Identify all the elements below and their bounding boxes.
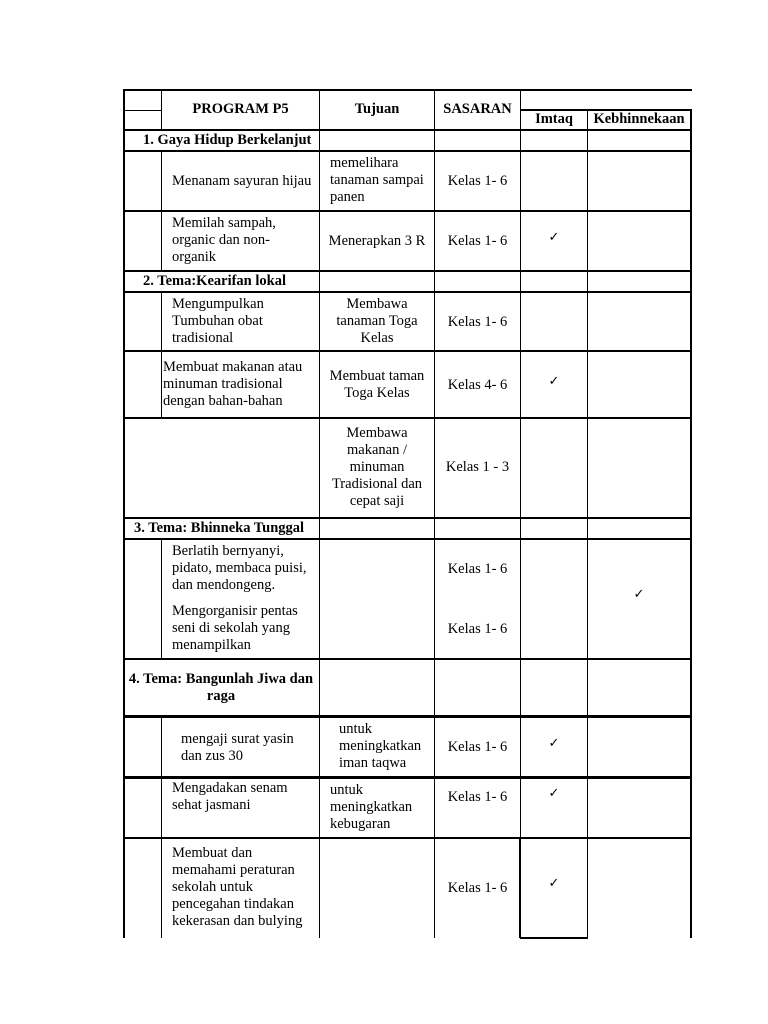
header-tujuan: Tujuan [354,101,400,117]
table-rule [123,517,692,519]
table-rule [123,89,125,938]
program-cell: Membuat makanan atau minuman tradisional dengan bahan-bahan [163,359,303,409]
sasaran-cell: Kelas 1- 6 [447,561,508,577]
table-rule [161,715,162,938]
program-cell: mengaji surat yasin dan zus 30 [181,731,294,764]
sasaran-cell: Kelas 1 - 3 [445,459,510,475]
header-kebhinnekaan: Kebhinnekaan [593,111,685,127]
table-rule [123,291,692,293]
table-rule [520,89,521,938]
table-rule [123,658,692,660]
table-rule [123,776,692,779]
sasaran-cell: Kelas 1- 6 [447,233,508,249]
sasaran-cell: Kelas 1- 6 [447,739,508,755]
table-rule [161,150,162,271]
table-rule [161,538,162,659]
tujuan-cell: Menerapkan 3 R [328,233,426,249]
program-cell: Berlatih bernyanyi, pidato, membaca puisi, dan mendongeng. [172,543,307,593]
sasaran-cell: Kelas 4- 6 [447,377,508,393]
program-cell: Mengumpulkan Tumbuhan obat tradisional [172,296,264,346]
imtaq-check-mark: ✓ [548,876,560,891]
program-cell: Menanam sayuran hijau [172,173,312,189]
section-title: 3. Tema: Bhinneka Tunggal [134,520,305,536]
table-rule [123,150,692,152]
table-rule [434,89,435,938]
sasaran-cell: Kelas 1- 6 [447,173,508,189]
section-title: 2. Tema:Kearifan lokal [143,273,286,289]
tujuan-cell: Membuat taman Toga Kelas [329,368,425,401]
table-rule [690,109,692,938]
table-rule [123,110,161,111]
imtaq-check-mark: ✓ [548,374,560,389]
section-title: 1. Gaya Hidup Berkelanjut [143,132,312,148]
table-rule [123,538,692,540]
section-title: 4. Tema: Bangunlah Jiwa dan raga [128,671,314,704]
header-program: PROGRAM P5 [192,101,289,117]
table-rule [123,837,692,839]
tujuan-cell: memelihara tanaman sampai panen [330,155,424,205]
table-rule [123,210,692,212]
table-rule [123,89,692,91]
program-cell: Memilah sampah, organic dan non- organik [172,215,276,265]
tujuan-cell: untuk meningkatkan kebugaran [330,782,413,832]
table-rule [319,89,320,938]
tujuan-cell: untuk meningkatkan iman taqwa [339,721,422,771]
imtaq-check-mark: ✓ [548,786,560,801]
program-cell: Mengadakan senam sehat jasmani [172,780,288,813]
sasaran-cell: Kelas 1- 6 [447,789,508,805]
table-rule [161,291,162,418]
tujuan-cell: Membawa tanaman Toga Kelas [336,296,418,346]
table-rule [123,417,692,419]
table-rule [123,350,692,352]
table-rule [123,129,692,131]
table-rule [587,109,588,938]
imtaq-check-mark: ✓ [548,736,560,751]
table-rule [520,937,588,939]
sasaran-cell: Kelas 1- 6 [447,621,508,637]
sasaran-cell: Kelas 1- 6 [447,880,508,896]
kebhinnekaan-check-mark: ✓ [633,587,645,602]
sasaran-cell: Kelas 1- 6 [447,314,508,330]
program-cell: Membuat dan memahami peraturan sekolah untuk pencegahan tindakan kekerasan dan bulying [172,845,303,929]
tujuan-cell: Membawa makanan / minuman Tradisional dan cepat saji [331,425,423,509]
table-rule [123,715,692,718]
imtaq-check-mark: ✓ [548,230,560,245]
header-sasaran: SASARAN [443,101,512,117]
program-cell: Mengorganisir pentas seni di sekolah yang menampilkan [172,603,298,653]
header-imtaq: Imtaq [535,111,573,127]
table-rule [123,270,692,272]
